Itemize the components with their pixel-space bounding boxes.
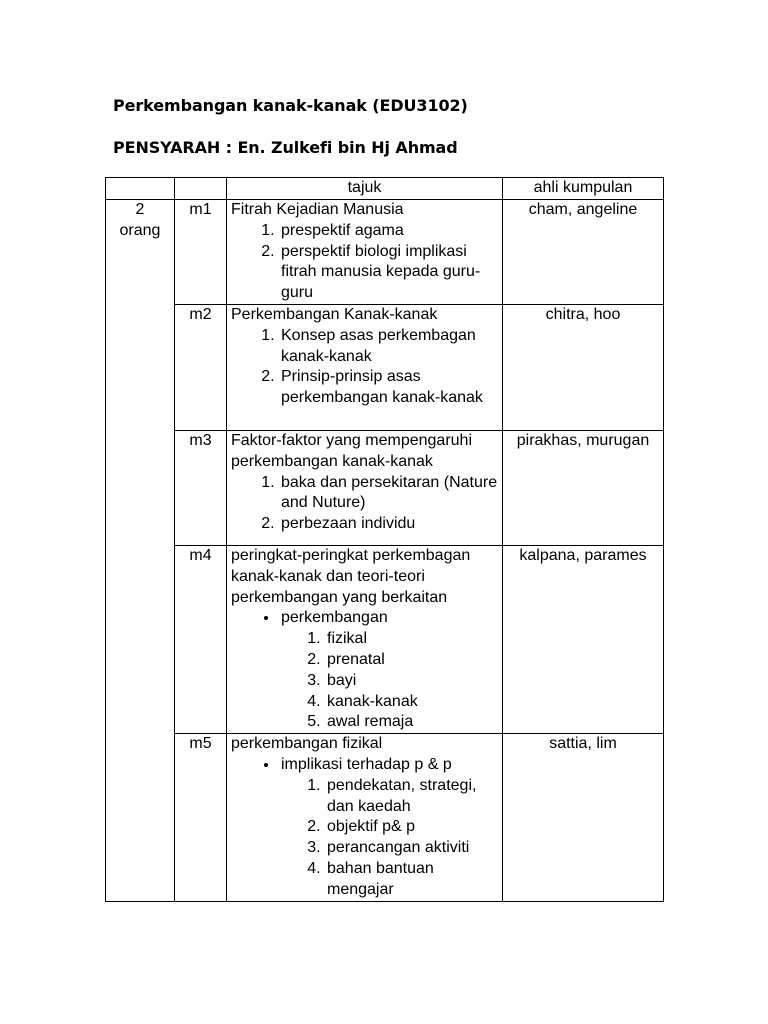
topic-cell xyxy=(227,734,503,901)
topic-title: peringkat-peringkat perkembagan kanak-kanak dan teori-teori perkembangan yang berkaitan xyxy=(231,546,471,606)
list-item: 4. kanak-kanak xyxy=(325,692,498,713)
topic-title: Perkembangan Kanak-kanak xyxy=(231,305,438,323)
list-item: 5. awal remaja xyxy=(325,712,498,733)
table-row xyxy=(106,304,664,430)
members-cell: sattia, lim xyxy=(503,734,664,901)
table-row xyxy=(106,430,664,545)
bullet-item xyxy=(279,608,498,733)
topic-title: Faktor-faktor yang mempengaruhi perkembangan kanak-kanak xyxy=(231,431,472,470)
table-row xyxy=(106,734,664,901)
list-item: 1. fizikal xyxy=(325,629,498,650)
subtopic-list xyxy=(231,221,498,304)
list-item: 2. perbezaan individu xyxy=(279,514,498,535)
list-item: 1. baka dan persekitaran (Nature and Nuture) xyxy=(279,473,498,515)
topic-cell xyxy=(227,430,503,545)
list-item: 2. prenatal xyxy=(325,650,498,671)
module-code: m4 xyxy=(175,545,227,733)
subtopic-list xyxy=(281,776,498,901)
members-cell: chitra, hoo xyxy=(503,304,664,430)
group-size-unit: orang xyxy=(119,221,161,239)
members-cell: kalpana, parames xyxy=(503,545,664,733)
table-header-row xyxy=(106,178,664,200)
group-size-cell xyxy=(106,200,175,902)
list-item: 4. bahan bantuan mengajar xyxy=(325,859,498,901)
list-item: 3. bayi xyxy=(325,671,498,692)
list-item: 1. Konsep asas perkembagan kanak-kanak xyxy=(279,326,498,368)
list-item: 3. perancangan aktiviti xyxy=(325,838,498,859)
lecturer-line: PENSYARAH : En. Zulkefi bin Hj Ahmad xyxy=(113,138,458,157)
list-item: 1. prespektif agama xyxy=(279,221,498,242)
document-title: Perkembangan kanak-kanak (EDU3102) xyxy=(113,96,468,115)
topic-cell xyxy=(227,200,503,305)
module-code: m3 xyxy=(175,430,227,545)
members-cell: pirakhas, murugan xyxy=(503,430,664,545)
subtopic-list xyxy=(231,326,498,409)
module-code: m2 xyxy=(175,304,227,430)
list-item: 2. perspektif biologi implikasi fitrah manusia kepada guru-guru xyxy=(279,242,498,304)
subtopic-list xyxy=(231,473,498,535)
table-row xyxy=(106,545,664,733)
assignment-table xyxy=(105,177,664,902)
bullet-list xyxy=(231,608,498,733)
header-cell-tajuk: tajuk xyxy=(227,178,503,200)
table-row xyxy=(106,200,664,305)
topic-title: perkembangan fizikal xyxy=(231,735,383,753)
bullet-label: perkembangan xyxy=(281,609,388,627)
list-item: 2. objektif p& p xyxy=(325,817,498,838)
subtopic-list xyxy=(281,629,498,733)
list-item: 2. Prinsip-prinsip asas perkembangan kanak-kanak xyxy=(279,367,498,409)
list-item: 1. pendekatan, strategi, dan kaedah xyxy=(325,776,498,818)
bullet-item xyxy=(279,755,498,901)
group-size-number: 2 xyxy=(135,201,145,218)
bullet-label: implikasi terhadap p & p xyxy=(281,755,452,773)
topic-cell xyxy=(227,304,503,430)
header-cell-ahli-kumpulan: ahli kumpulan xyxy=(503,178,664,200)
topic-title: Fitrah Kejadian Manusia xyxy=(231,201,404,218)
module-code: m1 xyxy=(175,200,227,305)
members-cell: cham, angeline xyxy=(503,200,664,305)
header-cell-module xyxy=(175,178,227,200)
module-code: m5 xyxy=(175,734,227,901)
bullet-list xyxy=(231,755,498,901)
header-cell-group xyxy=(106,178,175,200)
topic-cell xyxy=(227,545,503,733)
